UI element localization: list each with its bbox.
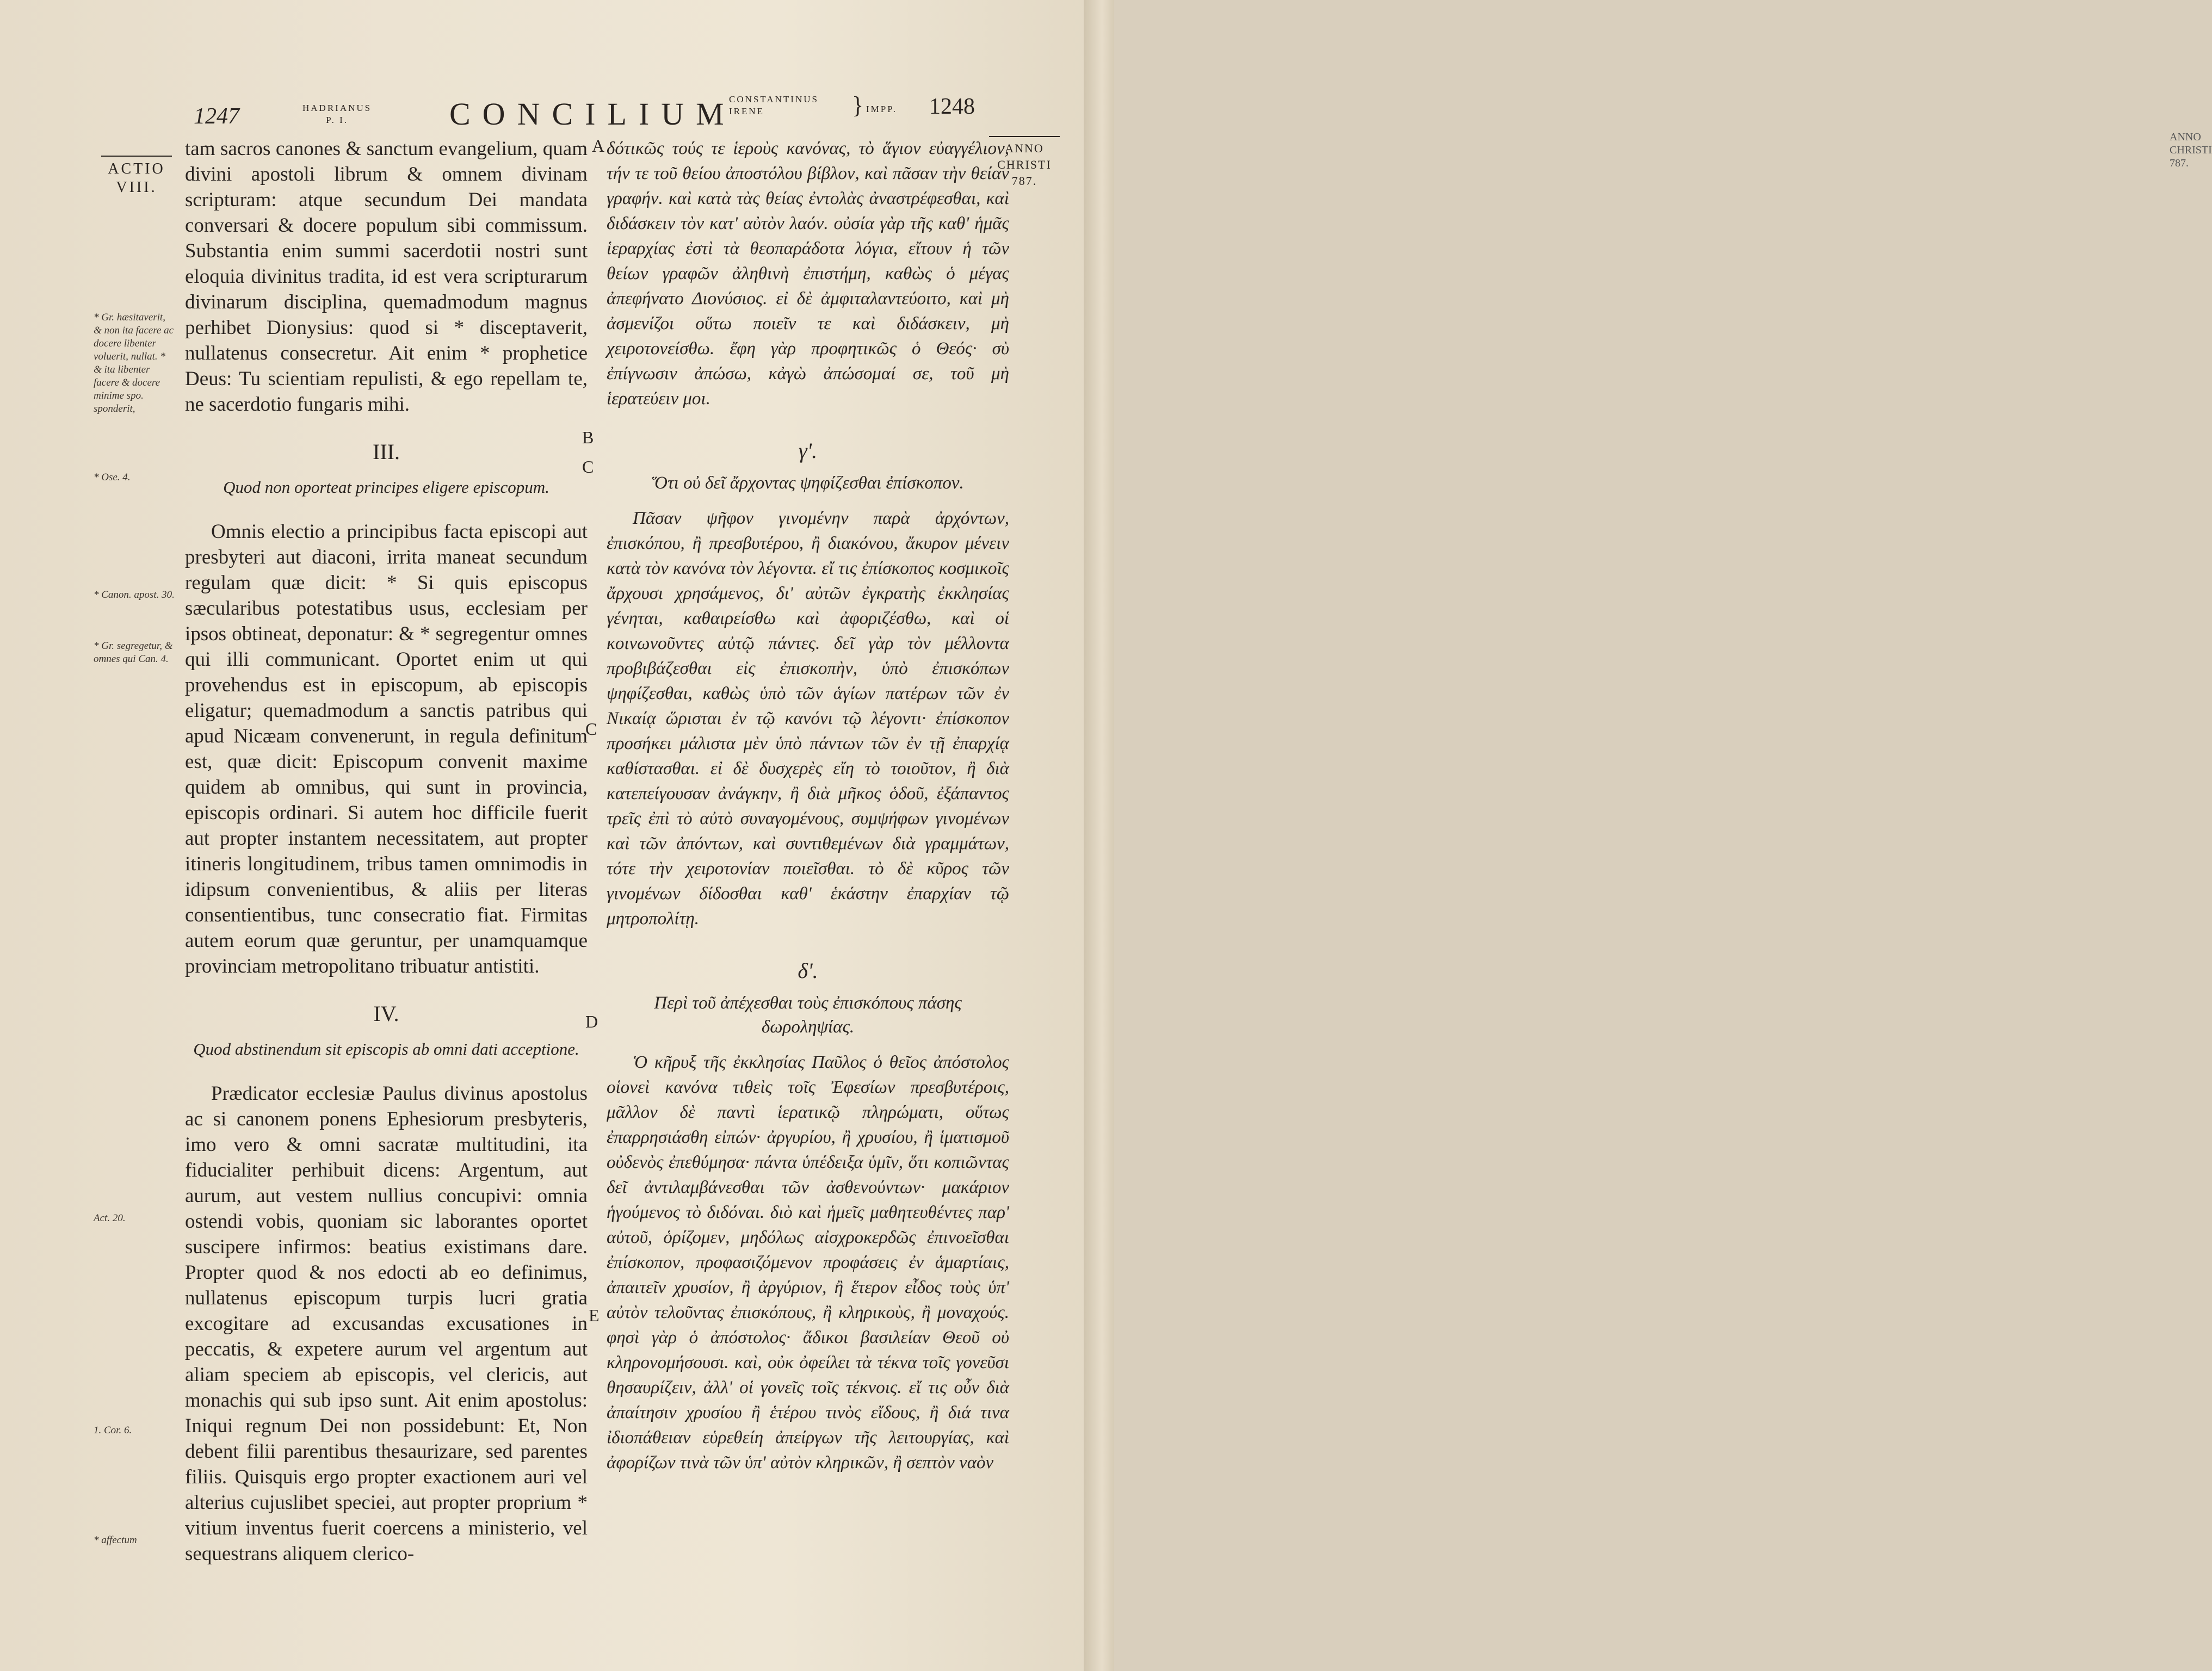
latin-canon-number-3: III.: [373, 440, 400, 464]
margin-note-acts: Act. 20.: [94, 1212, 126, 1224]
section-marker-a: A: [592, 136, 605, 156]
anno-year: 787.: [1011, 174, 1037, 188]
greek-paragraph-1: δότικῶς τούς τε ἱεροὺς κανόνας, τὸ ἅγιον εὐαγγέλιον, τήν τε τοῦ θείου ἀποστόλου βίβλον, καὶ πᾶσαν τὴν θείαν γραφήν. καὶ κατὰ τὰς θείας ἐντολὰς ἀναστρέφεσθαι, καὶ διδάσκειν τὸν κατ' αὐτὸν λαόν. οὐσία γὰρ τῆς καθ' ἡμᾶς ἱεραρχίας ἐστὶ τὰ θεοπαράδοτα λόγια, εἴτουν ἡ τῶν θείων γραφῶν ἀληθινὴ ἐπιστήμη, καθὼς ὁ μέγας ἀπεφήνατο Διονύσιος. εἰ δὲ ἀμφιταλαντεύοιτο, καὶ μὴ ἀσμενίζοι οὕτω ποιεῖν τε καὶ διδάσκειν, μὴ χειροτονείσθω. ἔφη γὰρ προφητικῶς ὁ Θεός· σὺ ἐπίγνωσιν ἀπώσω, κἀγὼ ἀπώσομαί σε, τοῦ μὴ ἱερατεύειν μοι.: [607, 139, 1009, 409]
section-marker-e: E: [589, 1305, 600, 1325]
greek-paragraph-4: Ὁ κῆρυξ τῆς ἐκκλησίας Παῦλος ὁ θεῖος ἀπόστολος οἱονεὶ κανόνα τιθεὶς τοῖς Ἐφεσίων πρεσβυτέροις, μᾶλλον δὲ παντὶ ἱερατικῷ πληρώματι, οὕτως ἐπαρρησιάσθη εἰπών· ἀργυρίου, ἢ χρυσίου, ἢ ἱματισμοῦ οὐδενὸς ἐπεθύμησα· πάντα ὑπέδειξα ὑμῖν, ὅτι κοπιῶντας δεῖ ἀντιλαμβάνεσθαι τῶν ἀσθενούντων· μακάριον ἡγούμενος τὸ διδόναι. διὸ καὶ ἡμεῖς μαθητευθέντες παρ' αὐτοῦ, ὁρίζομεν, μηδόλως αἰσχροκερδῶς ἐπινοεῖσθαι ἐπίσκοπον, προφασιζόμενον προφάσεις ἐν ἁμαρτίαις, ἀπαιτεῖν χρυσίον, ἢ ἀργύριον, ἢ ἕτερον εἶδος τοὺς ὑπ' αὐτὸν τελοῦντας ἐπισκόπους, ἢ κληρικοὺς, ἢ μοναχούς. φησὶ γὰρ ὁ ἀπόστολος· ἄδικοι βασιλείαν Θεοῦ οὐ κληρονομήσουσι. καὶ, οὐκ ὀφείλει τὰ τέκνα τοῖς γονεῦσι θησαυρίζειν, ἀλλ' οἱ γονεῖς τοῖς τέκνοις. εἴ τις οὖν διὰ ἀπαίτησιν χρυσίου ἢ ἑτέρου τινὸς εἴδους, ἢ διά τινα ἰδιοπάθειαν εὑρεθείη ἀπείργων τῆς λειτουργίας, καὶ ἀφορίζων τινὰ τῶν ὑπ' αὐτὸν κληρικῶν, ἢ σεπτὸν ναὸν: [607, 1053, 1009, 1472]
latin-paragraph-1: tam sacros canones & sanctum evangelium, quam divini apostoli librum & omnem divinam scripturam: atque secundum Dei mandata conversari & docere populum sibi commissum. Substantia enim summi sacerdotii nostri sunt eloquia divinitus tradita, id est vera scripturarum divinarum disciplina, quemadmodum magnus perhibet Dionysius: quod si * disceptaverit, nullatenus consecretur. Ait enim * prophetice Deus: Tu scientiam repulisti, & ego repellam te, ne sacerdotio fungaris mihi.: [185, 138, 588, 416]
greek-canon-number-3: γʹ.: [798, 438, 818, 463]
greek-paragraph-3: Πᾶσαν ψῆφον γινομένην παρὰ ἀρχόντων, ἐπισκόπου, ἢ πρεσβυτέρου, ἢ διακόνου, ἄκυρον μένειν κατὰ τὸν κανόνα τὸν λέγοντα. εἴ τις ἐπίσκοπος κοσμικοῖς ἄρχουσι χρησάμενος, δι' αὐτῶν ἐγκρατὴς ἐκκλησίας γένηται, καθαιρείσθω καὶ ἀφοριζέσθω, καὶ οἱ κοινωνοῦντες αὐτῷ πάντες. δεῖ γὰρ τὸν μέλλοντα προβιβάζεσθαι εἰς ἐπισκοπὴν, ὑπὸ ἐπισκόπων ψηφίζεσθαι, καθὼς ὑπὸ τῶν ἁγίων πατέρων τῶν ἐν Νικαίᾳ ὥρισται ἐν τῷ κανόνι τῷ λέγοντι· ἐπίσκοπον προσήκει μάλιστα μὲν ὑπὸ πάντων τῶν ἐν τῇ ἐπαρχίᾳ καθίστασθαι. εἰ δὲ δυσχερὲς εἴη τὸ τοιοῦτον, ἢ διὰ κατεπείγουσαν ἀνάγκην, ἢ διὰ μῆκος ὁδοῦ, ἐξάπαντος τρεῖς ἐπὶ τὸ αὐτὸ συναγομένους, συμψήφων γινομένων καὶ τῶν ἀπόντων, καὶ συντιθεμένων διὰ γραμμάτων, τότε τὴν χειροτονίαν ποιεῖσθαι. τὸ δὲ κῦρος τῶν γινομένων δίδοσθαι καθ' ἑκάστην ἐπαρχίαν τῷ μητροπολίτῃ.: [607, 509, 1009, 929]
section-marker-c2: C: [585, 719, 597, 739]
anno-word: ANNO: [1005, 141, 1044, 155]
actio-word: ACTIO: [108, 160, 165, 177]
margin-note-corinthians: 1. Cor. 6.: [94, 1425, 132, 1436]
section-marker-c: C: [582, 457, 594, 476]
header-emperor-number: P. I.: [326, 115, 349, 125]
header-emperor-name: HADRIANUS: [302, 103, 372, 113]
christi-word: CHRISTI: [997, 158, 1052, 171]
header-brace: }: [852, 92, 864, 119]
margin-note-ose: * Ose. 4.: [94, 472, 131, 483]
margin-note-canon-apost: * Canon. apost. 30.: [94, 589, 175, 601]
actio-rule: [101, 156, 172, 157]
actio-number: VIII.: [116, 179, 157, 196]
section-marker-b: B: [582, 428, 594, 447]
latin-canon-number-4: IV.: [373, 1001, 399, 1026]
margin-note-segregetur: * Gr. segregetur, & omnes qui Can. 4.: [94, 640, 173, 665]
header-emperor-constantinus: CONSTANTINUS: [729, 94, 819, 104]
greek-rubric-3: Ὅτι οὐ δεῖ ἄρχοντας ψηφίζεσθαι ἐπίσκοπον.: [652, 473, 964, 493]
page-number-left: 1247: [194, 104, 239, 129]
margin-note-affectum: * affectum: [94, 1534, 137, 1546]
latin-rubric-3: Quod non oporteat principes eligere episcopum.: [223, 478, 549, 497]
latin-paragraph-4: Prædicator ecclesiæ Paulus divinus apostolus ac si canonem ponens Ephesiorum presbyteris, imo vero & omni sacratæ multitudini, ita fiducialiter perhibuit dicens: Argentum, aut aurum, aut vestem nullius concupivi: omnia ostendi vobis, quoniam sic laborantes oportet suscipere infirmos: beatius existimans dare. Propter quod & nos edocti ab eo definimus, nullatenus episcopum turpis lucri gratia excogitare ad excusandas excusationes in peccatis, & expetere aurum vel argentum aut aliam speciem ab episcopis, vel clericis, aut monachis qui sub ipso sunt. Ait enim apostolus: Iniqui regnum Dei non possidebunt: Et, Non debent filii parentibus thesaurizare, sed parentes filiis. Quisquis ergo propter exactionem auri vel alterius cujuslibet speciei, aut propter proprium * vitium inventus fuerit coercens a ministerio, vel sequestrans aliquem clerico-: [185, 1082, 588, 1565]
section-marker-d: D: [585, 1012, 598, 1031]
actio-label: [101, 156, 172, 197]
greek-canon-number-4: δʹ.: [798, 958, 818, 983]
page-number-right: 1248: [929, 94, 975, 119]
greek-rubric-4: Περὶ τοῦ ἀπέχεσθαι τοὺς ἐπισκόπους πάσης δωροληψίας.: [654, 993, 962, 1037]
running-title: CONCILIUM: [449, 96, 736, 132]
header-emperor-irene: IRENE: [729, 106, 765, 116]
header-emperors-right: [729, 94, 819, 117]
adjacent-page-edge: [1084, 0, 2212, 1671]
header-emperor-left: [302, 102, 372, 126]
adjacent-page-text: ANNO CHRISTI 787.: [2170, 131, 2212, 169]
header-impp: IMPP.: [866, 104, 898, 114]
greek-column: [607, 136, 1009, 1475]
latin-column: [185, 136, 588, 1567]
latin-rubric-4: Quod abstinendum sit episcopis ab omni dati acceptione.: [193, 1039, 579, 1059]
margin-note-greek-variant: * Gr. hæsitaverit, & non ita facere ac docere libenter voluerit, nullat. * & ita libenter facere & docere minime spo. sponderit,: [94, 312, 174, 414]
latin-paragraph-3: Omnis electio a principibus facta episcopi aut presbyteri aut diaconi, irrita maneat secundum regulam quæ dicit: * Si quis episcopus sæcularibus potestatibus usus, ecclesiam per ipsos obtineat, deponatur: & * segregentur omnes qui illi communicant. Oportet enim ut qui provehendus est in episcopum, ab episcopis eligatur; quemadmodum a sanctis patribus qui apud Nicæam convenerunt, in regula definitum est, quæ dicit: Episcopum convenit maxime quidem ab omnibus, qui sunt in provincia, episcopis ordinari. Si autem hoc difficile fuerit aut propter instantem necessitatem, aut propter itineris longitudinem, tribus tamen omnimodis in idipsum convenientibus, & aliis per literas consentientibus, tunc consecratio fiat. Firmitas autem eorum quæ geruntur, per unamquamque provinciam metropolitano tribuatur antistiti.: [185, 521, 588, 977]
